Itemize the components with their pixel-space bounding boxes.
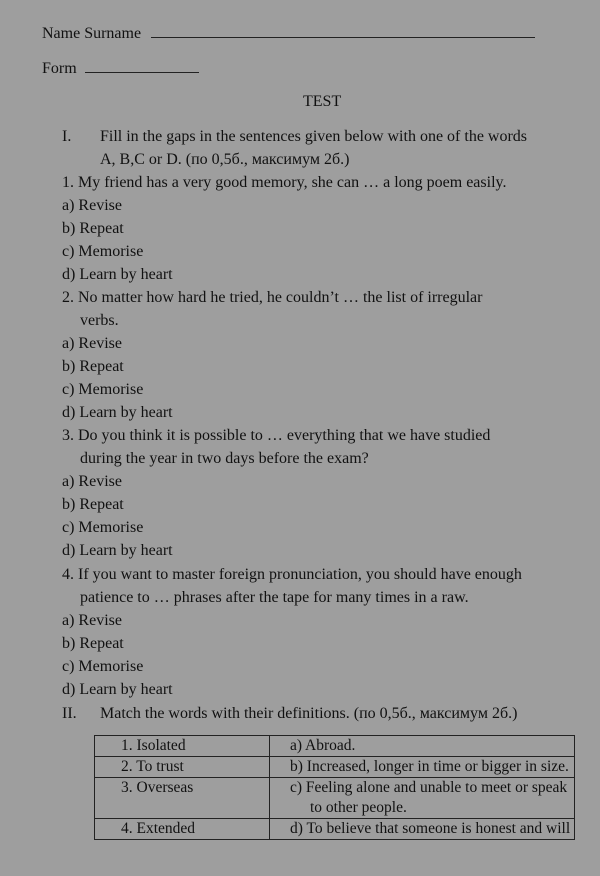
section-1-instruction-line-1: Fill in the gaps in the sentences given below with one of the words	[100, 128, 528, 145]
question-2-text: 2. No matter how hard he tried, he couldn’t … the list of irregular	[62, 289, 483, 306]
match-definition-cell	[270, 778, 575, 819]
question-4-option-b: b) Repeat	[62, 635, 124, 652]
form-blank	[85, 60, 199, 73]
question-3-text: 3. Do you think it is possible to … everything that we have studied	[62, 427, 491, 444]
question-4-option-c: c) Memorise	[62, 658, 144, 675]
question-1-text: 1. My friend has a very good memory, she can … a long poem easily.	[62, 174, 507, 191]
question-1-option-a: a) Revise	[62, 197, 122, 214]
question-1-option-c: c) Memorise	[62, 243, 144, 260]
name-surname-label: Name Surname	[42, 25, 142, 42]
match-word: 4. Extended	[95, 819, 270, 840]
question-1-option-b: b) Repeat	[62, 220, 124, 237]
form-label: Form	[42, 60, 77, 77]
question-4-option-d: d) Learn by heart	[62, 681, 173, 698]
section-1-numeral: I.	[62, 128, 72, 145]
form-field	[42, 60, 199, 78]
match-word: 2. To trust	[95, 757, 270, 778]
match-definition: d) To believe that someone is honest and will	[270, 819, 575, 840]
match-definition: c) Feeling alone and unable to meet or speak to other people.	[290, 779, 568, 816]
name-surname-field	[42, 25, 535, 43]
question-2-option-a: a) Revise	[62, 335, 122, 352]
table-row	[95, 819, 575, 840]
table-row	[95, 736, 575, 757]
question-2-option-d: d) Learn by heart	[62, 404, 173, 421]
table-row	[95, 757, 575, 778]
question-4-text-continued: patience to … phrases after the tape for many times in a raw.	[80, 589, 469, 606]
match-definition: a) Abroad.	[270, 736, 575, 757]
question-4-option-a: a) Revise	[62, 612, 122, 629]
question-2-text-continued: verbs.	[80, 312, 119, 329]
question-2-option-b: b) Repeat	[62, 358, 124, 375]
question-3-text-continued: during the year in two days before the exam?	[80, 450, 369, 467]
question-3-option-c: c) Memorise	[62, 519, 144, 536]
question-3-option-b: b) Repeat	[62, 496, 124, 513]
match-word: 1. Isolated	[95, 736, 270, 757]
section-2-instruction: Match the words with their definitions. (по 0,5б., максимум 2б.)	[100, 705, 518, 722]
question-3-option-a: a) Revise	[62, 473, 122, 490]
question-2-option-c: c) Memorise	[62, 381, 144, 398]
question-4-text: 4. If you want to master foreign pronunciation, you should have enough	[62, 566, 522, 583]
table-row	[95, 778, 575, 819]
section-2-numeral: II.	[62, 705, 77, 722]
match-word: 3. Overseas	[95, 778, 270, 819]
name-surname-blank	[151, 25, 535, 38]
match-definition: b) Increased, longer in time or bigger in size.	[270, 757, 575, 778]
page-title: TEST	[303, 93, 342, 110]
question-1-option-d: d) Learn by heart	[62, 266, 173, 283]
question-3-option-d: d) Learn by heart	[62, 542, 173, 559]
section-1-instruction-line-2: A, B,C or D. (по 0,5б., максимум 2б.)	[100, 151, 350, 168]
matching-table	[94, 735, 575, 840]
